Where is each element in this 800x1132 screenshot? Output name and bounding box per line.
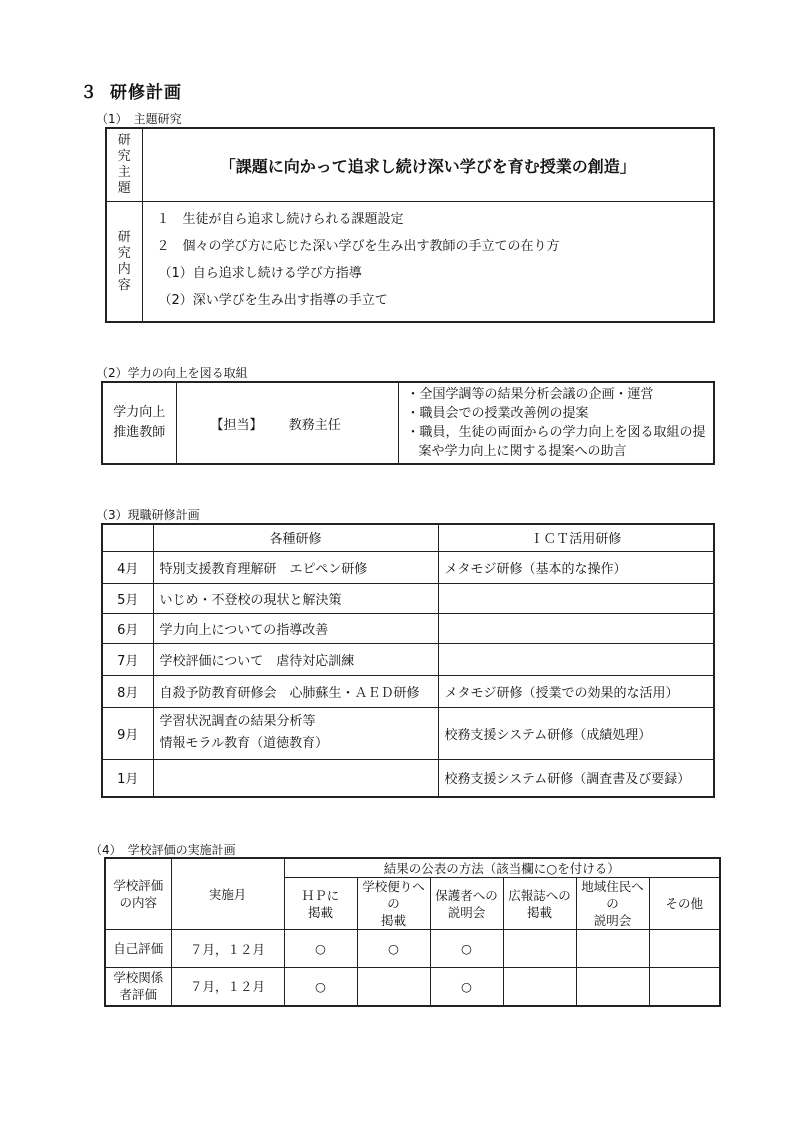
content-label: 研 究 内 容: [106, 202, 142, 323]
ict-cell: [438, 583, 714, 613]
bullet-item: 案や学力向上に関する提案への助言: [418, 444, 627, 459]
role-name: 教務主任: [288, 417, 341, 433]
theme-label: 研 究 主 題: [106, 128, 142, 202]
method-pr: 広報誌への 掲載: [503, 878, 576, 930]
evaluation-heading: （4） 学校評価の実施計画: [90, 843, 236, 857]
various-cell: 自殺予防教育研修会 心肺蘇生・ＡＥＤ研修: [153, 675, 438, 707]
improvement-label: 学力向上 推進教師: [102, 382, 176, 464]
bullet-item: ・全国学調等の結果分析会議の企画・運営: [406, 387, 654, 402]
table-row: [102, 675, 714, 707]
research-heading: （1） 主題研究: [96, 112, 182, 126]
method-parents: 保護者への 説明会: [430, 878, 503, 930]
content-item: （1）自ら追求し続ける学び方指導: [158, 266, 362, 281]
eval-month: ７月，１２月: [171, 968, 284, 1006]
table-row: [102, 707, 714, 759]
month-cell: 9月: [102, 707, 153, 759]
mark-cell: ○: [430, 968, 503, 1006]
bullet-item: ・職員会での授業改善例の提案: [406, 406, 589, 421]
eval-month: ７月，１２月: [171, 930, 284, 968]
table-row: [105, 968, 720, 1006]
eval-content: 学校関係 者評価: [105, 968, 171, 1006]
mark-cell: [649, 968, 720, 1006]
col-ict: ＩＣＴ活用研修: [438, 524, 714, 551]
month-cell: 4月: [102, 551, 153, 583]
month-cell: 1月: [102, 759, 153, 797]
training-header-blank: [102, 524, 153, 551]
table-row: [102, 643, 714, 675]
role-tag: 【担当】: [210, 417, 263, 433]
table-row: [102, 613, 714, 643]
improvement-bullets: [398, 382, 714, 464]
evaluation-table: [104, 857, 721, 1007]
mark-cell: [357, 968, 430, 1006]
content-item: （2）深い学びを生み出す指導の手立て: [158, 293, 388, 308]
various-cell: [153, 759, 438, 797]
improvement-table: [101, 381, 715, 465]
content-item: １ 生徒が自ら追求し続けられる課題設定: [156, 212, 404, 227]
various-cell: 学校評価について 虐待対応訓練: [153, 643, 438, 675]
col-month: 実施月: [171, 858, 284, 930]
improvement-heading: （2）学力の向上を図る取組: [96, 366, 248, 380]
research-content: [142, 202, 714, 323]
mark-cell: ○: [284, 930, 357, 968]
method-newsletter: 学校便りへの 掲載: [357, 878, 430, 930]
ict-cell: メタモジ研修（授業での効果的な活用）: [438, 675, 714, 707]
method-other: その他: [649, 878, 720, 930]
ict-cell: メタモジ研修（基本的な操作）: [438, 551, 714, 583]
various-cell: いじめ・不登校の現状と解決策: [153, 583, 438, 613]
table-row: [105, 930, 720, 968]
mark-cell: ○: [284, 968, 357, 1006]
various-cell: 学力向上についての指導改善: [153, 613, 438, 643]
ict-cell: 校務支援システム研修（成績処理）: [438, 707, 714, 759]
mark-cell: [649, 930, 720, 968]
research-theme: 「課題に向かって追求し続け深い学びを育む授業の創造」: [142, 128, 714, 202]
training-heading: （3）現職研修計画: [96, 508, 200, 522]
mark-cell: ○: [357, 930, 430, 968]
ict-cell: [438, 643, 714, 675]
col-various: 各種研修: [153, 524, 438, 551]
section-title: [80, 78, 182, 103]
table-row: [102, 583, 714, 613]
month-cell: 8月: [102, 675, 153, 707]
ict-cell: 校務支援システム研修（調査書及び要録）: [438, 759, 714, 797]
content-item: ２ 個々の学び方に応じた深い学びを生み出す教師の手立ての在り方: [156, 239, 560, 254]
mark-cell: [503, 930, 576, 968]
method-hp: ＨＰに 掲載: [284, 878, 357, 930]
improvement-role: [176, 382, 398, 464]
section-number: ３: [80, 83, 98, 103]
eval-content: 自己評価: [105, 930, 171, 968]
table-row: [102, 759, 714, 797]
section-title-text: 研修計画: [110, 83, 182, 103]
month-cell: 5月: [102, 583, 153, 613]
mark-cell: [576, 968, 649, 1006]
mark-cell: [503, 968, 576, 1006]
bullet-item: ・職員，生徒の両面からの学力向上を図る取組の提: [406, 425, 706, 440]
research-table: [105, 127, 715, 323]
col-content: 学校評価 の内容: [105, 858, 171, 930]
month-cell: 6月: [102, 613, 153, 643]
training-table: [101, 523, 715, 798]
various-cell: 学習状況調査の結果分析等 情報モラル教育（道徳教育）: [153, 707, 438, 759]
various-cell: 特別支援教育理解研 エピペン研修: [153, 551, 438, 583]
month-cell: 7月: [102, 643, 153, 675]
mark-cell: ○: [430, 930, 503, 968]
ict-cell: [438, 613, 714, 643]
col-methods: 結果の公表の方法（該当欄に○を付ける）: [284, 858, 720, 878]
table-row: [102, 551, 714, 583]
method-residents: 地域住民への 説明会: [576, 878, 649, 930]
mark-cell: [576, 930, 649, 968]
